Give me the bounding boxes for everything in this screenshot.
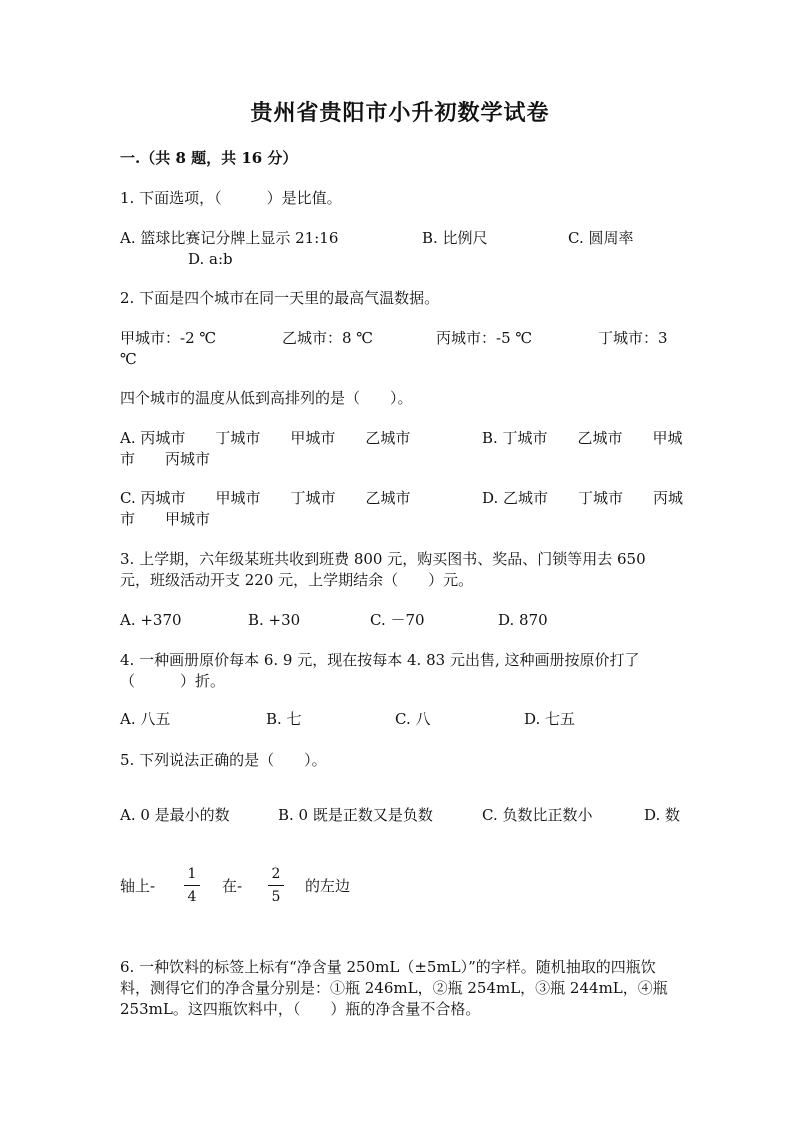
question-3-option-c: C. －70 <box>370 611 425 629</box>
question-6-stem-line-2: 料，测得它们的净含量分别是：①瓶 246mL，②瓶 254mL，③瓶 244mL，④瓶 <box>120 979 668 997</box>
question-5-stem: 5. 下列说法正确的是（ ）。 <box>120 751 327 769</box>
fraction-2-denominator: 5 <box>271 889 281 905</box>
fraction-two-fifths <box>268 866 284 905</box>
question-1-option-c: C. 圆周率 <box>568 229 634 247</box>
fraction-1-numerator: 1 <box>187 866 197 882</box>
question-4-option-d: D. 七五 <box>524 710 576 728</box>
question-2-option-d-wrap: 市 甲城市 <box>120 510 211 528</box>
question-2-stem: 2. 下面是四个城市在同一天里的最高气温数据。 <box>120 289 440 307</box>
question-5-option-d: D. 数 <box>644 806 681 824</box>
question-5-option-c: C. 负数比正数小 <box>482 806 593 824</box>
question-5-option-a: A. 0 是最小的数 <box>120 806 230 824</box>
question-5-option-d-prefix: 轴上- <box>120 877 156 895</box>
question-2-option-b: B. 丁城市 乙城市 甲城 <box>482 429 683 447</box>
question-4-stem-line-2: （ ）折。 <box>120 672 226 690</box>
question-2-data-wrap: ℃ <box>120 350 137 368</box>
question-2-prompt: 四个城市的温度从低到高排列的是（ ）。 <box>120 389 413 407</box>
question-1-stem: 1. 下面选项，（ ）是比值。 <box>120 189 342 207</box>
question-2-option-a: A. 丙城市 丁城市 甲城市 乙城市 <box>120 429 411 447</box>
fraction-1-bar <box>184 885 200 886</box>
question-1-option-b: B. 比例尺 <box>422 229 488 247</box>
fraction-2-bar <box>268 885 284 886</box>
question-3-option-a: A. +370 <box>120 611 182 629</box>
question-4-option-b: B. 七 <box>266 710 302 728</box>
question-1-option-a: A. 篮球比赛记分牌上显示 21:16 <box>120 229 339 247</box>
question-3-option-d: D. 870 <box>498 611 548 629</box>
question-5-option-d-suffix: 的左边 <box>305 877 351 895</box>
question-2-data-bing: 丙城市：-5 ℃ <box>436 329 533 347</box>
question-4-option-a: A. 八五 <box>120 710 171 728</box>
question-4-stem-line-1: 4. 一种画册原价每本 6. 9 元，现在按每本 4. 83 元出售, 这种画册按原价打了 <box>120 651 640 669</box>
fraction-one-quarter <box>184 866 200 905</box>
question-3-stem-line-1: 3. 上学期，六年级某班共收到班费 800 元，购买图书、奖品、门锁等用去 650 <box>120 550 646 568</box>
section-heading: 一.（共 8 题，共 16 分） <box>120 149 298 167</box>
exam-title: 贵州省贵阳市小升初数学试卷 <box>250 100 550 126</box>
question-6-stem-line-3: 253mL。这四瓶饮料中，（ ）瓶的净含量不合格。 <box>120 1000 481 1018</box>
question-6-stem-line-1: 6. 一种饮料的标签上标有“净含量 250mL（±5mL）”的字样。随机抽取的四瓶饮 <box>120 958 656 976</box>
question-4-option-c: C. 八 <box>395 710 431 728</box>
question-5-option-d-middle: 在- <box>222 877 243 895</box>
question-3-option-b: B. +30 <box>248 611 301 629</box>
question-2-data-ding: 丁城市：3 <box>598 329 668 347</box>
question-3-stem-line-2: 元，班级活动开支 220 元，上学期结余（ ）元。 <box>120 571 474 589</box>
question-2-data-jia: 甲城市：-2 ℃ <box>120 329 217 347</box>
fraction-1-denominator: 4 <box>187 889 197 905</box>
question-5-option-b: B. 0 既是正数又是负数 <box>278 806 433 824</box>
question-2-option-b-wrap: 市 丙城市 <box>120 450 211 468</box>
question-1-option-d: D. a:b <box>188 250 233 268</box>
fraction-2-numerator: 2 <box>271 866 281 882</box>
question-2-data-yi: 乙城市：8 ℃ <box>282 329 374 347</box>
question-2-option-d: D. 乙城市 丁城市 丙城 <box>482 489 684 507</box>
question-2-option-c: C. 丙城市 甲城市 丁城市 乙城市 <box>120 489 411 507</box>
